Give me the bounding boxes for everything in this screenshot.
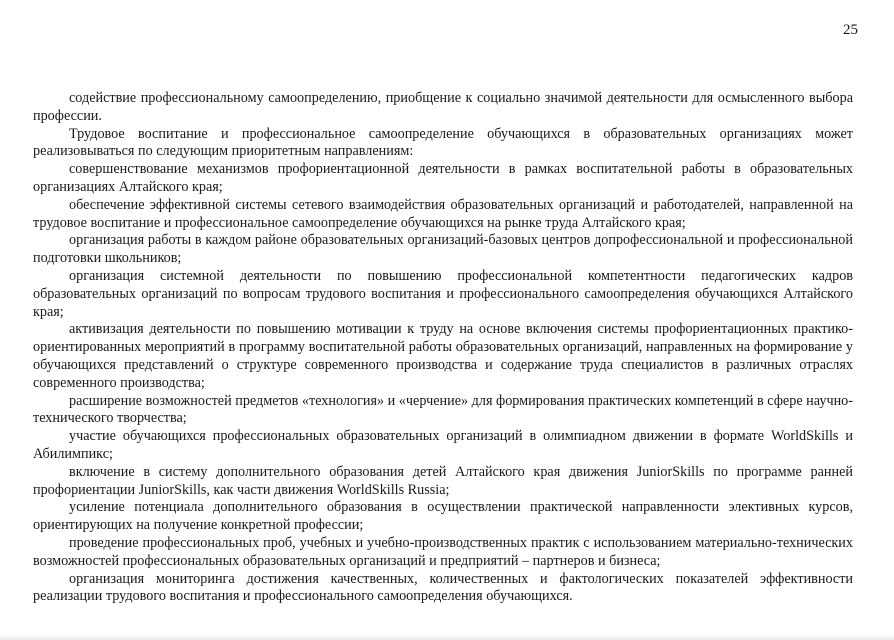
list-item: организация работы в каждом районе образовательных организаций-базовых центров допрофессиональной и профессиональной подготовки школьников;	[33, 232, 853, 267]
list-item: совершенствование механизмов профориентационной деятельности в рамках воспитательной работы в образовательных организациях Алтайского края;	[33, 161, 853, 195]
page-number: 25	[843, 22, 858, 38]
list-item: усиление потенциала дополнительного образования в осуществлении практической направленности элективных курсов, ориентирующих на получение конкретной профессии;	[33, 499, 853, 534]
list-item: активизация деятельности по повышению мотивации к труду на основе включения системы профориентационных практико-ориентированных мероприятий в программу воспитательной работы образовательных организаций, направленных на формирование у обучающихся представлений о структуре современного производства и содержание труда специалистов в различных отраслях современного производства;	[33, 321, 853, 391]
paragraph: Трудовое воспитание и профессиональное самоопределение обучающихся в образовательных организациях может реализовываться по следующим приоритетным направлениям:	[33, 125, 853, 160]
list-item: обеспечение эффективной системы сетевого взаимодействия образовательных организаций и работодателей, направленной на трудовое воспитание и профессиональное самоопределение обучающихся на рынке труда Алтайского края;	[33, 196, 853, 231]
list-item: организация мониторинга достижения качественных, количественных и фактологических показателей эффективности реализации трудового воспитания и профессионального самоопределения обучающихся.	[33, 570, 853, 605]
list-item: включение в систему дополнительного образования детей Алтайского края движения JuniorSkills по программе ранней профориентации JuniorSkills, как части движения WorldSkills Russia;	[33, 463, 853, 498]
page-bottom-edge	[0, 634, 894, 640]
list-item: расширение возможностей предметов «технология» и «черчение» для формирования практических компетенций в сфере научно-технического творчества;	[33, 392, 853, 427]
paragraph: содействие профессиональному самоопределению, приобщение к социально значимой деятельности для осмысленного выбора профессии.	[33, 90, 853, 124]
list-item: проведение профессиональных проб, учебных и учебно-производственных практик с использованием материально-технических возможностей профессиональных образовательных организаций и предприятий – партнеров и бизнеса;	[33, 534, 853, 569]
list-item: организация системной деятельности по повышению профессиональной компетентности педагогических кадров образовательных организаций по вопросам трудового воспитания и профессионального самоопределения обучающихся Алтайского края;	[33, 267, 853, 320]
list-item: участие обучающихся профессиональных образовательных организаций в олимпиадном движении в формате WorldSkills и Абилимпикс;	[33, 428, 853, 462]
document-body	[33, 90, 853, 606]
